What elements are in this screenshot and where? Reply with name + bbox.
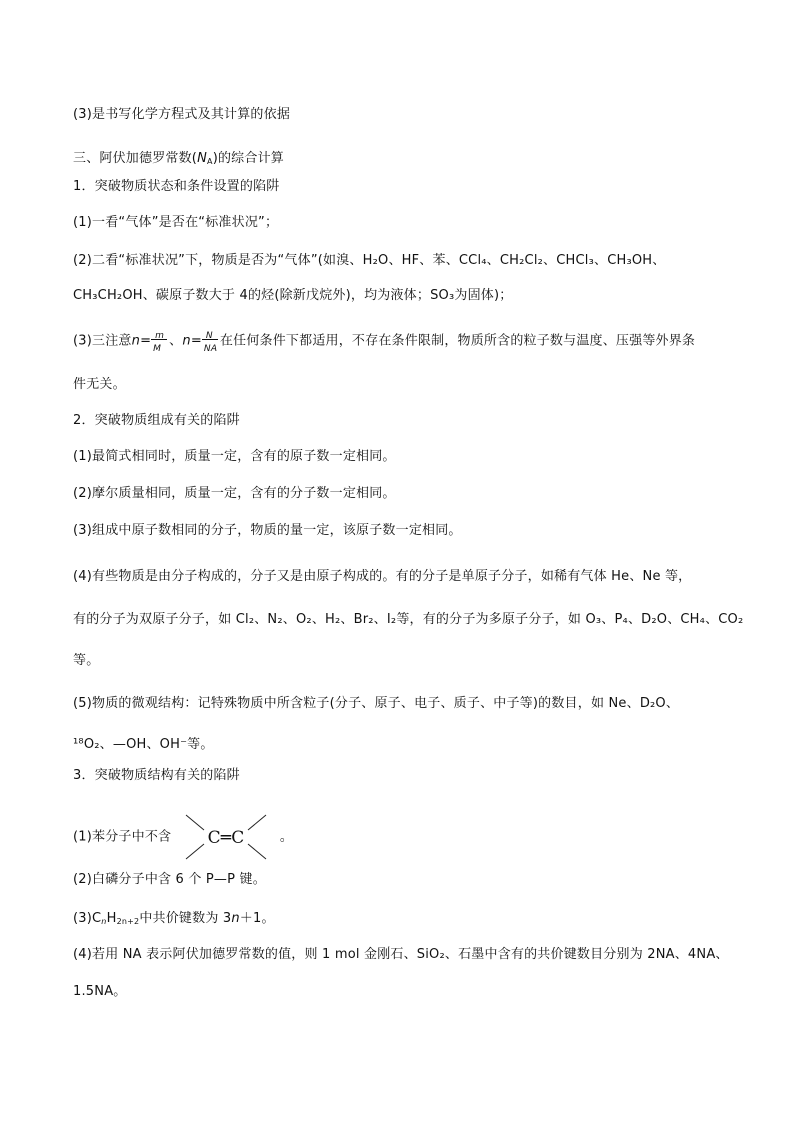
list-item: (3)组成中原子数相同的分子，物质的量一定，该原子数一定相同。	[73, 523, 462, 538]
subheading-composition: 2．突破物质组成有关的陷阱	[73, 413, 240, 428]
list-item-formula	[73, 330, 695, 352]
list-item: (1)一看“气体”是否在“标准状况”；	[73, 215, 279, 230]
list-item: (1)最简式相同时，质量一定，含有的原子数一定相同。	[73, 449, 396, 464]
list-item: (4)有些物质是由分子构成的，分子又是由原子构成的。有的分子是单原子分子，如稀有气体 He、Ne 等，	[73, 569, 692, 584]
list-text: (1)苯分子中不含	[73, 829, 172, 845]
list-item: (2)白磷分子中含 6 个 P—P 键。	[73, 872, 266, 887]
subscript-n: n	[101, 917, 107, 926]
na-subscript: A	[207, 157, 213, 166]
na-symbol: N	[197, 151, 208, 166]
formula-separator: 、	[169, 333, 183, 349]
list-item-alkane	[73, 910, 275, 931]
formula-explanation: 在任何条件下都适用，不存在条件限制，物质所含的粒子数与温度、压强等外界条	[219, 333, 696, 349]
fraction-denominator: NA	[203, 344, 218, 354]
list-item: 等。	[73, 653, 100, 668]
list-item: 件无关。	[73, 377, 126, 392]
fraction-numerator: m	[155, 331, 165, 341]
subscript-2n2: 2n+2	[116, 917, 140, 926]
variable-n: n	[231, 911, 240, 926]
heading-text: )的综合计算	[212, 151, 284, 166]
list-item-double-bond	[73, 812, 293, 862]
list-item: (4)若用 NA 表示阿伏加德罗常数的值，则 1 mol 金刚石、SiO₂、石墨中含有的共价键数目分别为 2NA、4NA、	[73, 947, 729, 962]
list-item: 有的分子为双原子分子，如 Cl₂、N₂、O₂、H₂、Br₂、I₂等，有的分子为多原子分子，如 O₃、P₄、D₂O、CH₄、CO₂	[73, 612, 744, 627]
fraction-n-over-na	[202, 330, 220, 352]
list-item: CH₃CH₂OH、碳原子数大于 4的烃(除新戊烷外)，均为液体；SO₃为固体)；	[73, 288, 513, 303]
formula-lhs: n=	[182, 333, 202, 349]
list-text: 。	[279, 829, 294, 845]
carbon-double-bond-diagram	[176, 812, 276, 862]
list-item: (2)二看“标准状况”下，物质是否为“气体”(如溴、H₂O、HF、苯、CCl₄、CH₂Cl₂、CHCl₃、CH₃OH、	[73, 253, 666, 268]
list-item: 1.5NA。	[73, 984, 127, 999]
list-item: (2)摩尔质量相同，质量一定，含有的分子数一定相同。	[73, 486, 396, 501]
subheading-state-conditions: 1．突破物质状态和条件设置的陷阱	[73, 179, 280, 194]
subheading-structure: 3．突破物质结构有关的陷阱	[73, 768, 240, 783]
formula-intro: (3)三注意	[73, 333, 132, 349]
heading-text: 三、阿伏加德罗常数(	[73, 151, 198, 166]
cc-label: C═C	[207, 828, 244, 848]
list-item: (5)物质的微观结构：记特殊物质中所含粒子(分子、原子、电子、质子、中子等)的数目，如 Ne、D₂O、	[73, 696, 680, 711]
list-text: ＋1。	[239, 911, 275, 926]
fraction-m-over-m	[151, 330, 169, 352]
fraction-denominator: M	[153, 344, 162, 354]
formula-lhs: n=	[131, 333, 152, 349]
section-heading-avogadro	[73, 150, 284, 171]
list-text: (3)C	[73, 911, 102, 926]
fraction-numerator: N	[205, 331, 213, 341]
paragraph-calc-basis: (3)是书写化学方程式及其计算的依据	[73, 107, 291, 122]
list-item: ¹⁸O₂、—OH、OH⁻等。	[73, 737, 214, 752]
list-text: 中共价键数为 3	[139, 911, 232, 926]
list-text: H	[106, 911, 117, 926]
